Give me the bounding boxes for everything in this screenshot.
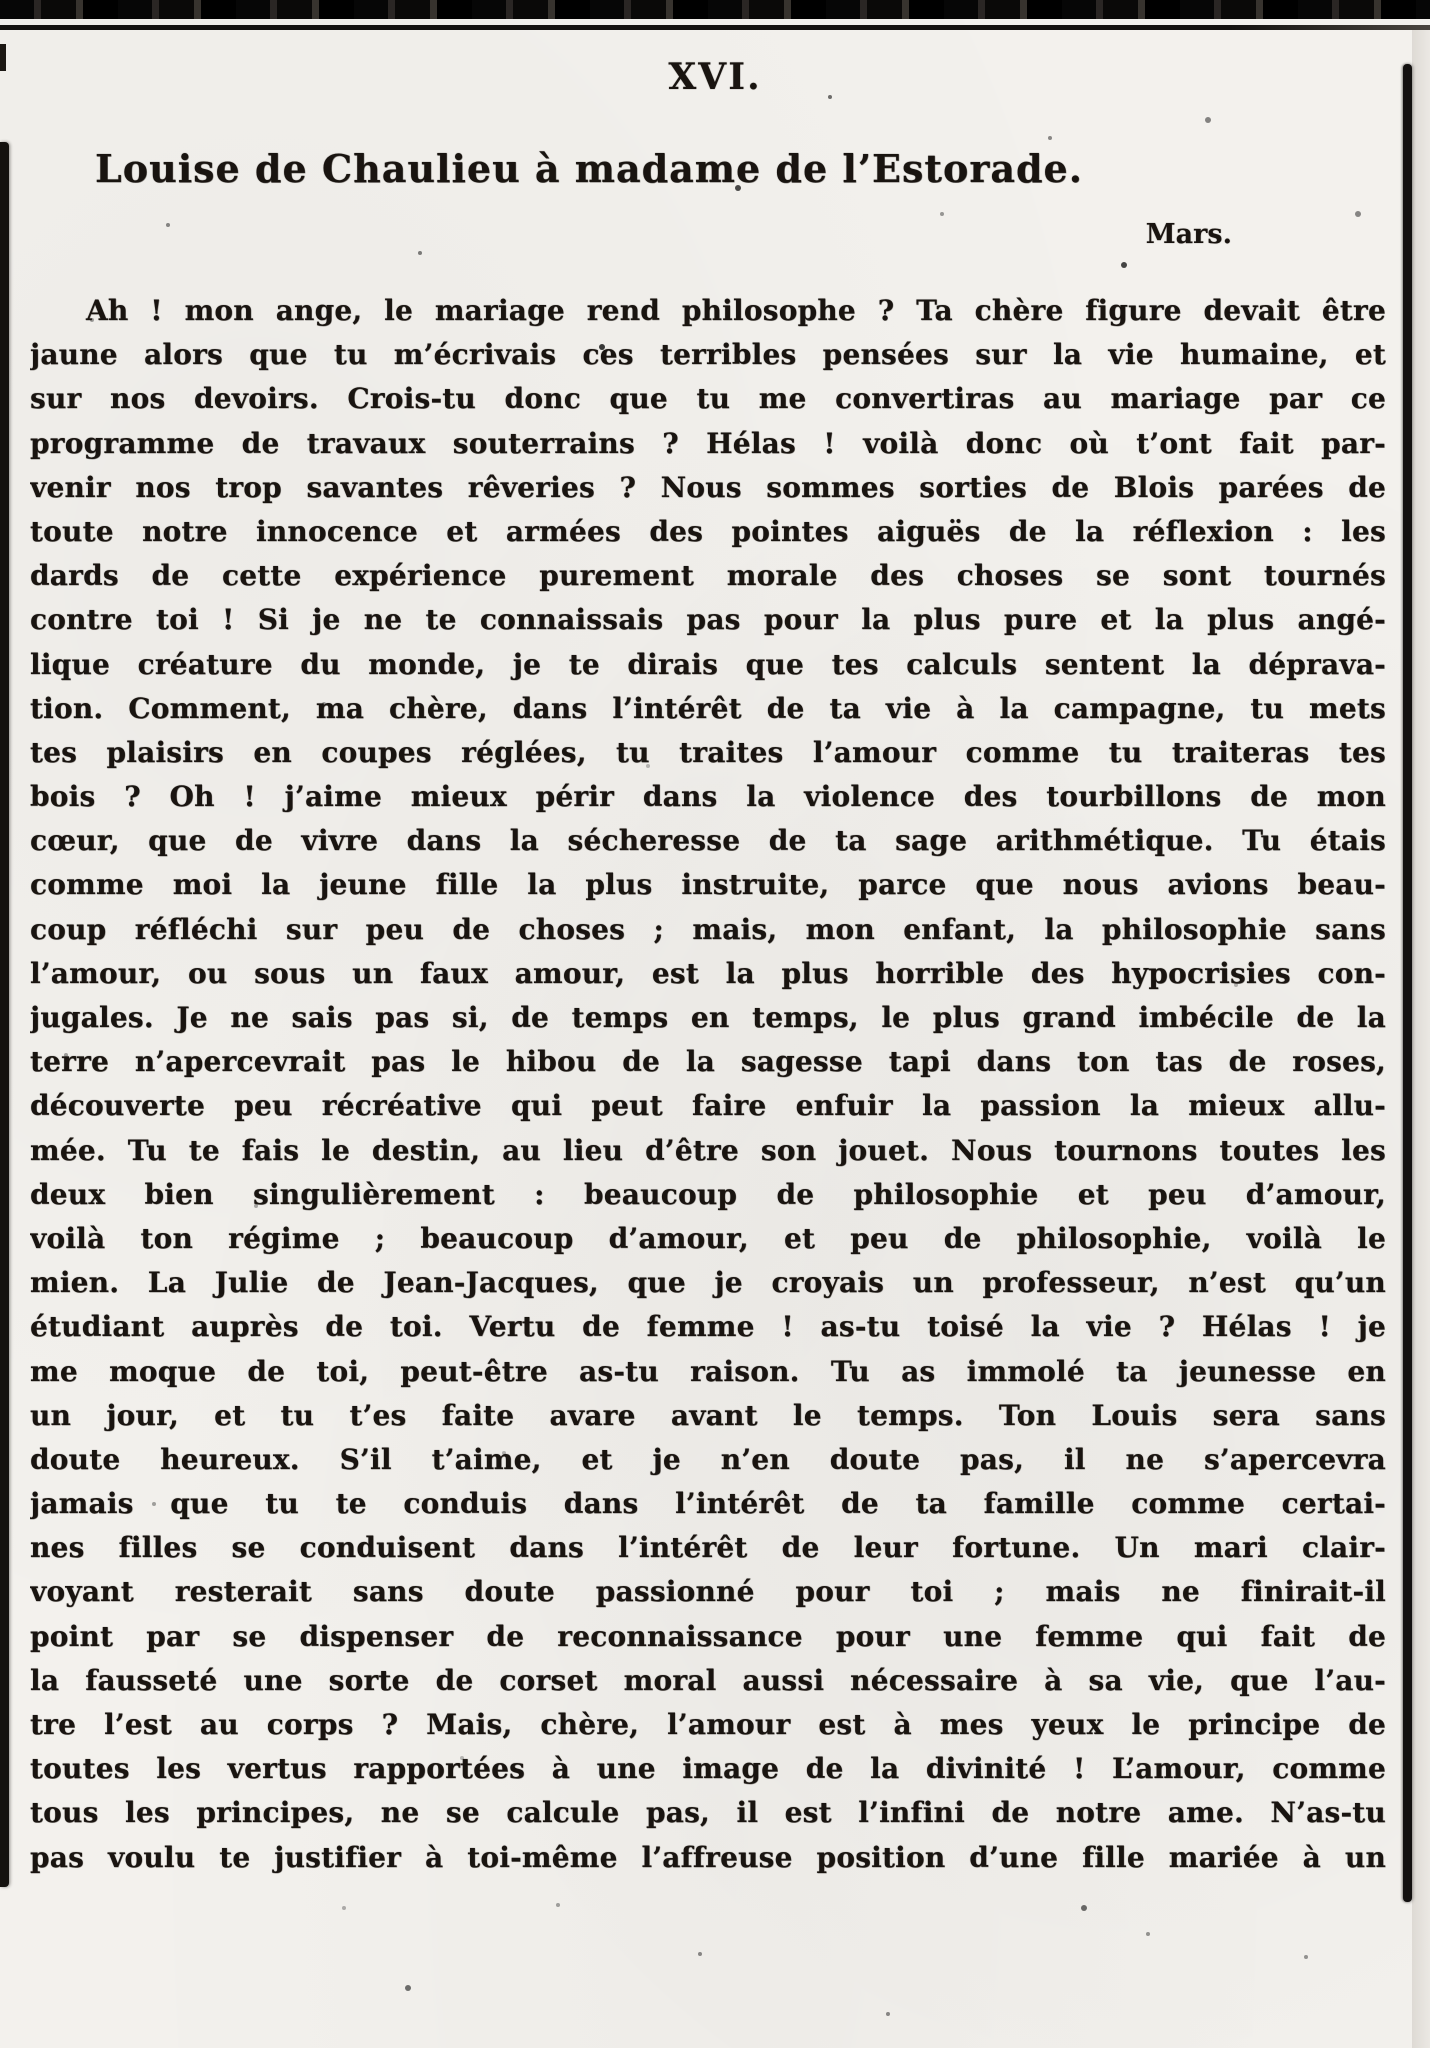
letter-line: découverte peu récréative qui peut faire enfuir la passion la mieux allu- <box>30 1089 1386 1123</box>
letter-line: jamais que tu te conduis dans l’intérêt de ta famille comme certai- <box>30 1487 1386 1521</box>
letter-line: comme moi la jeune fille la plus instruite, parce que nous avions beau- <box>30 868 1386 902</box>
letter-line: terre n’apercevrait pas le hibou de la sagesse tapi dans ton tas de roses, <box>30 1045 1386 1079</box>
letter-line: programme de travaux souterrains ? Hélas ! voilà donc où t’ont fait par- <box>30 426 1386 460</box>
letter-line: tre l’est au corps ? Mais, chère, l’amour est à mes yeux le principe de <box>30 1708 1386 1741</box>
letter-line: nes filles se conduisent dans l’intérêt de leur fortune. Un mari clair- <box>30 1531 1386 1565</box>
page-edge-shadow <box>1412 30 1430 2048</box>
letter-line: doute heureux. S’il t’aime, et je n’en doute pas, il ne s’apercevra <box>30 1442 1386 1476</box>
letter-line: étudiant auprès de toi. Vertu de femme ! as-tu toisé la vie ? Hélas ! je <box>30 1310 1386 1344</box>
letter-line: bois ? Oh ! j’aime mieux périr dans la violence des tourbillons de mon <box>30 780 1386 814</box>
letter-line: jaune alors que tu m’écrivais ces terribles pensées sur la vie humaine, et <box>30 338 1386 372</box>
letter-line: mien. La Julie de Jean-Jacques, que je croyais un professeur, n’est qu’un <box>30 1266 1386 1300</box>
letter-line: Ah ! mon ange, le mariage rend philosophe ? Ta chère figure devait être <box>86 294 1386 327</box>
letter-line: sur nos devoirs. Crois-tu donc que tu me convertiras au mariage par ce <box>30 382 1386 416</box>
top-rule <box>0 25 1430 30</box>
letter-line: coup réfléchi sur peu de choses ; mais, mon enfant, la philosophie sans <box>30 912 1386 946</box>
letter-line: me moque de toi, peut-être as-tu raison. Tu as immolé ta jeunesse en <box>30 1354 1386 1388</box>
letter-line: deux bien singulièrement : beaucoup de philosophie et peu d’amour, <box>30 1177 1386 1211</box>
letter-line: voilà ton régime ; beaucoup d’amour, et peu de philosophie, voilà le <box>30 1221 1386 1255</box>
dateline: Mars. <box>1145 219 1232 250</box>
left-gutter-bar <box>0 142 9 1887</box>
chapter-heading: XVI. <box>668 56 762 98</box>
letter-line: cœur, que de vivre dans la sécheresse de ta sage arithmétique. Tu étais <box>30 824 1386 858</box>
letter-line: dards de cette expérience purement morale des choses se sont tournés <box>30 559 1386 593</box>
page-top-edge-band <box>0 0 1430 19</box>
letter-line: tes plaisirs en coupes réglées, tu traites l’amour comme tu traiteras tes <box>30 735 1386 769</box>
letter-line: lique créature du monde, je te dirais que tes calculs sentent la déprava- <box>30 647 1386 681</box>
ink-speck-layer <box>0 0 4 4</box>
letter-line: voyant resterait sans doute passionné pour toi ; mais ne finirait-il <box>30 1575 1386 1609</box>
letter-line: toutes les vertus rapportées à une image de la divinité ! L’amour, comme <box>30 1752 1386 1786</box>
letter-line: venir nos trop savantes rêveries ? Nous sommes sorties de Blois parées de <box>30 470 1386 504</box>
right-gutter-bar <box>1403 64 1412 1902</box>
letter-line: tous les principes, ne se calcule pas, il est l’infini de notre ame. N’as-tu <box>30 1796 1386 1830</box>
letter-line: tion. Comment, ma chère, dans l’intérêt de ta vie à la campagne, tu mets <box>30 691 1386 725</box>
letter-line: l’amour, ou sous un faux amour, est la plus horrible des hypocrisies con- <box>30 956 1386 990</box>
letter-line: pas voulu te justifier à toi-même l’affreuse position d’une fille mariée à un <box>30 1840 1386 1874</box>
letter-line: un jour, et tu t’es faite avare avant le temps. Ton Louis sera sans <box>30 1398 1386 1432</box>
letter-body <box>30 289 1386 1880</box>
letter-line: contre toi ! Si je ne te connaissais pas pour la plus pure et la plus angé- <box>30 603 1386 637</box>
letter-line: la fausseté une sorte de corset moral aussi nécessaire à sa vie, que l’au- <box>30 1663 1386 1697</box>
letter-line: toute notre innocence et armées des pointes aiguës de la réflexion : les <box>30 514 1386 548</box>
letter-title: Louise de Chaulieu à madame de l’Estorade. <box>95 146 1083 191</box>
letter-line: mée. Tu te fais le destin, au lieu d’être son jouet. Nous tournons toutes les <box>30 1133 1386 1167</box>
letter-line: jugales. Je ne sais pas si, de temps en temps, le plus grand imbécile de la <box>30 1001 1386 1034</box>
letter-line: point par se dispenser de reconnaissance pour une femme qui fait de <box>30 1619 1386 1653</box>
